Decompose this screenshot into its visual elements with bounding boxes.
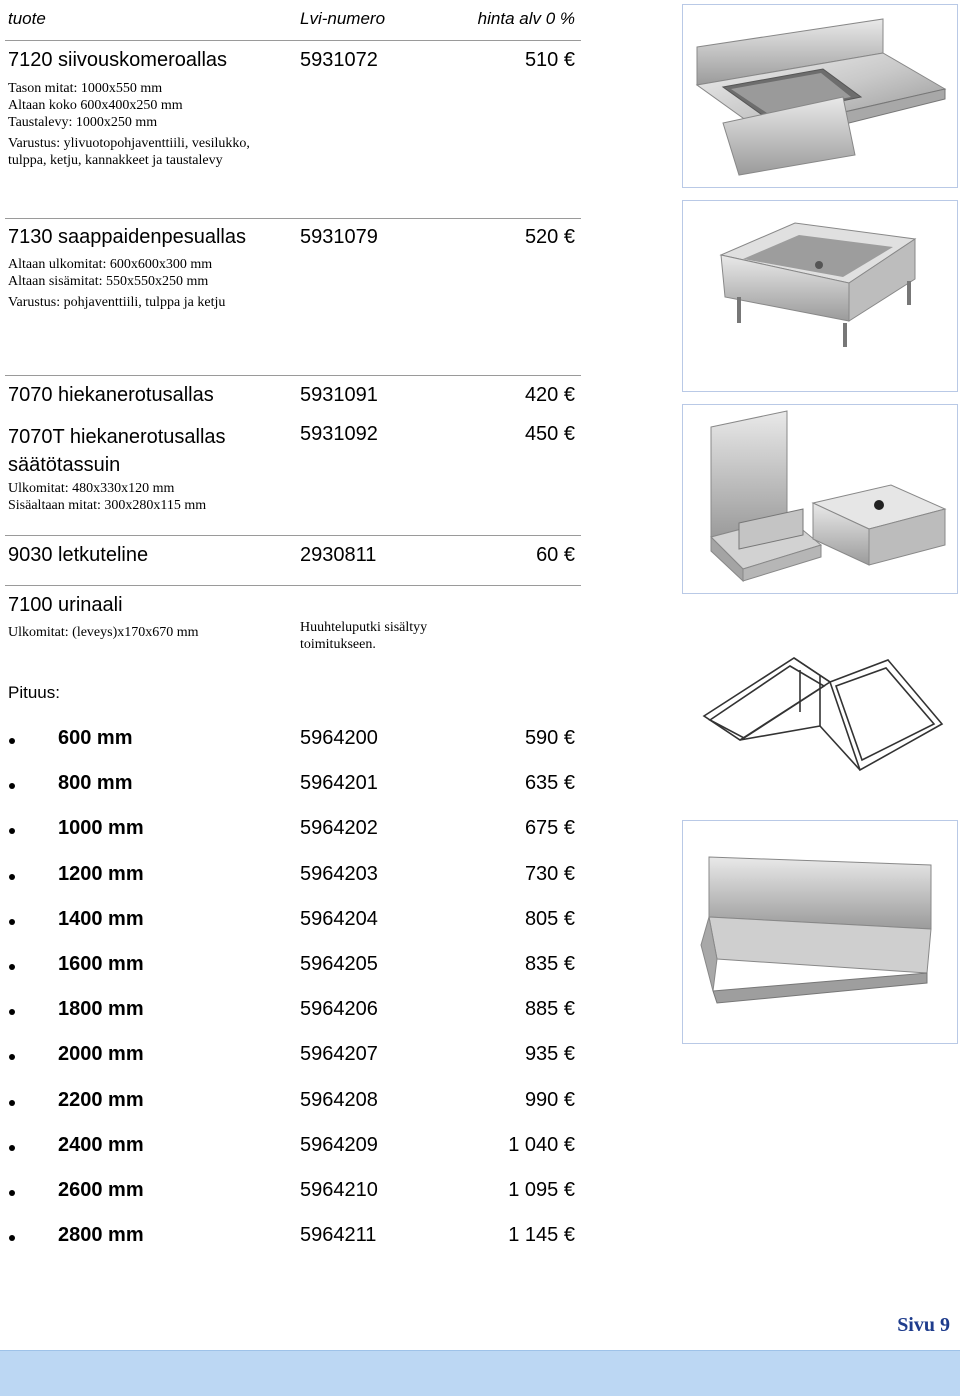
hose-rack-image bbox=[690, 652, 956, 790]
urinal-size: 2200 mm bbox=[58, 1089, 144, 1111]
column-header-product: tuote bbox=[8, 9, 46, 28]
bullet bbox=[9, 1235, 15, 1241]
urinal-size: 2400 mm bbox=[58, 1134, 144, 1156]
sink-image bbox=[683, 5, 957, 187]
urinal-size: 2000 mm bbox=[58, 1043, 144, 1065]
bullet bbox=[9, 1190, 15, 1196]
urinal-lvi: 5964202 bbox=[300, 817, 378, 839]
urinal-size: 800 mm bbox=[58, 772, 133, 794]
bullet bbox=[9, 1054, 15, 1060]
bullet bbox=[9, 874, 15, 880]
urinal-lvi: 5964205 bbox=[300, 953, 378, 975]
bullet bbox=[9, 919, 15, 925]
urinal-price: 885 € bbox=[524, 998, 575, 1020]
price-7070T: 450 € bbox=[524, 423, 575, 445]
photo-7130 bbox=[682, 200, 958, 392]
bullet bbox=[9, 964, 15, 970]
urinal-lvi: 5964210 bbox=[300, 1179, 378, 1201]
urinal-lvi: 5964200 bbox=[300, 727, 378, 749]
sand-separator-image bbox=[683, 405, 957, 593]
product-details-7070T: Ulkomitat: 480x330x120 mm Sisäaltaan mitat: 300x280x115 mm bbox=[8, 481, 207, 513]
photo-7100 bbox=[682, 820, 958, 1044]
photo-9030 bbox=[690, 652, 956, 790]
bullet bbox=[9, 1100, 15, 1106]
urinal-lvi: 5964204 bbox=[300, 908, 378, 930]
lvi-7120: 5931072 bbox=[300, 49, 378, 71]
urinal-size: 1400 mm bbox=[58, 908, 144, 930]
product-details-7120: Tason mitat: 1000x550 mm Altaan koko 600x400x250 mm Taustalevy: 1000x250 mm Varustus: ylivuotopohjaventtiili, vesilukko, tulppa, ketju, kannakkeet ja taustalevy bbox=[8, 81, 250, 168]
urinal-lvi: 5964211 bbox=[300, 1224, 377, 1246]
urinal-lvi: 5964209 bbox=[300, 1134, 378, 1156]
urinal-lvi: 5964206 bbox=[300, 998, 378, 1020]
product-note-7100: Huuhteluputki sisältyy toimitukseen. bbox=[300, 620, 428, 652]
lvi-7130: 5931079 bbox=[300, 226, 378, 248]
bullet bbox=[9, 828, 15, 834]
urinal-image bbox=[683, 821, 957, 1043]
photo-7120 bbox=[682, 4, 958, 188]
page-number: Sivu 9 bbox=[897, 1314, 950, 1336]
urinal-size: 1200 mm bbox=[58, 863, 144, 885]
lvi-9030: 2930811 bbox=[300, 544, 377, 566]
product-name-7070: 7070 hiekanerotusallas bbox=[8, 384, 214, 406]
urinal-price: 590 € bbox=[524, 727, 575, 749]
price-7070: 420 € bbox=[524, 384, 575, 406]
lvi-7070T: 5931092 bbox=[300, 423, 378, 445]
urinal-size: 1000 mm bbox=[58, 817, 144, 839]
price-7130: 520 € bbox=[524, 226, 575, 248]
urinal-lvi: 5964207 bbox=[300, 1043, 378, 1065]
urinal-size: 2600 mm bbox=[58, 1179, 144, 1201]
divider bbox=[5, 535, 581, 536]
footer-band bbox=[0, 1350, 960, 1396]
product-name-7130: 7130 saappaidenpesuallas bbox=[8, 226, 246, 248]
urinal-price: 1 145 € bbox=[508, 1224, 575, 1246]
wash-basin-image bbox=[683, 201, 957, 391]
urinal-price: 730 € bbox=[524, 863, 575, 885]
urinal-lvi: 5964201 bbox=[300, 772, 378, 794]
divider bbox=[5, 40, 581, 41]
product-name-9030: 9030 letkuteline bbox=[8, 544, 149, 566]
product-name-7120: 7120 siivouskomeroallas bbox=[8, 49, 228, 71]
product-name-7070T: 7070T hiekanerotusallas säätötassuin bbox=[8, 426, 226, 476]
urinal-price: 835 € bbox=[524, 953, 575, 975]
bullet bbox=[9, 783, 15, 789]
urinal-size: 1600 mm bbox=[58, 953, 144, 975]
urinal-price: 635 € bbox=[524, 772, 575, 794]
divider bbox=[5, 585, 581, 586]
urinal-size: 1800 mm bbox=[58, 998, 144, 1020]
column-header-lvi: Lvi-numero bbox=[300, 9, 386, 28]
urinal-lvi: 5964203 bbox=[300, 863, 378, 885]
urinal-price: 805 € bbox=[524, 908, 575, 930]
urinal-size: 2800 mm bbox=[58, 1224, 144, 1246]
urinal-price: 990 € bbox=[524, 1089, 575, 1111]
price-7120: 510 € bbox=[524, 49, 575, 71]
divider bbox=[5, 375, 581, 376]
divider bbox=[5, 218, 581, 219]
urinal-price: 675 € bbox=[524, 817, 575, 839]
urinal-price: 935 € bbox=[524, 1043, 575, 1065]
urinal-price: 1 040 € bbox=[508, 1134, 575, 1156]
bullet bbox=[9, 738, 15, 744]
length-label: Pituus: bbox=[8, 683, 60, 702]
urinal-size: 600 mm bbox=[58, 727, 133, 749]
product-details-7130: Altaan ulkomitat: 600x600x300 mm Altaan sisämitat: 550x550x250 mm Varustus: pohjaventtiili, tulppa ja ketju bbox=[8, 257, 226, 310]
column-header-price: hinta alv 0 % bbox=[477, 9, 575, 28]
bullet bbox=[9, 1009, 15, 1015]
photo-7070 bbox=[682, 404, 958, 594]
bullet bbox=[9, 1145, 15, 1151]
product-dims-7100: Ulkomitat: (leveys)x170x670 mm bbox=[8, 625, 199, 640]
product-name-7100: 7100 urinaali bbox=[8, 594, 123, 616]
urinal-lvi: 5964208 bbox=[300, 1089, 378, 1111]
price-9030: 60 € bbox=[536, 544, 575, 566]
urinal-price: 1 095 € bbox=[508, 1179, 575, 1201]
lvi-7070: 5931091 bbox=[300, 384, 378, 406]
